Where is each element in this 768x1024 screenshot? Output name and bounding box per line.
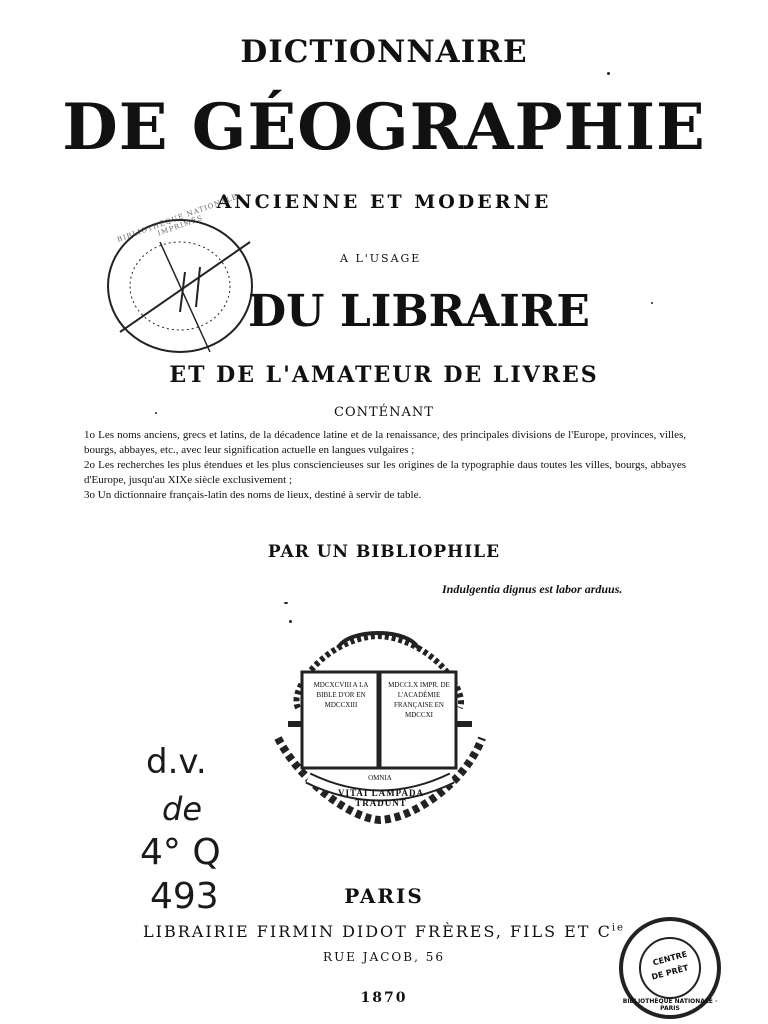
handwritten-line-2: de [162, 790, 202, 828]
emblem-banner: OMNIA [368, 774, 392, 782]
contents-list [84, 428, 686, 503]
imprint-publisher: LIBRAIRIE FIRMIN DIDOT FRÈRES, FILS ET $C^{ie}$ [143, 922, 625, 941]
title-du-libraire: DU LIBRAIRE [248, 286, 590, 337]
national-library-stamp-center-2: DE PRÊT [650, 963, 690, 982]
contents-item-2: 2o Les recherches les plus étendues et les plus consciencieuses sur les origines de la typographie daus toutes les villes, bourgs, abbayes d'Europe, jusqu'au XIXe siècle exclusivement ; [84, 459, 687, 486]
library-stamp-text: BIBLIOTHÈQUE NATIONALE IMPRIMÉS [116, 192, 240, 244]
motto: Indulgentia dignus est labor arduus. [442, 582, 623, 596]
emblem-left-page: MDCXCVIII A LA BIBLE D'OR EN MDCCXIII [313, 681, 369, 709]
ink-speck [607, 72, 610, 75]
handwritten-line-3: 4° Q [140, 832, 221, 873]
national-library-stamp-ring: BIBLIOTHÈQUE NATIONALE · PARIS [622, 998, 718, 1012]
imprint-city: PARIS [344, 884, 424, 908]
emblem-right-page: MDCCLX IMPR. DE L'ACADÉMIE FRANÇAISE EN MDCCXI [388, 681, 450, 719]
title-de-geographie: DE GÉOGRAPHIE [62, 90, 706, 165]
contents-heading: CONTÉNANT [334, 405, 434, 420]
handwritten-line-1: d.v. [146, 742, 207, 782]
ink-speck [289, 620, 292, 623]
handwritten-line-4: 493 [150, 876, 219, 917]
title-dictionnaire: DICTIONNAIRE [240, 34, 528, 70]
contents-item-3: 3o Un dictionnaire français-latin des noms de lieux, destiné à servir de table. [84, 489, 422, 501]
contents-item-1: 1o Les noms anciens, grecs et latins, de la décadence latine et de la renaissance, des principales divisions de l'Europe, provinces, villes, bourgs, abbayes, etc., avec leur signification actuelle en langues vulgaires ; [84, 429, 686, 456]
ink-speck [155, 412, 157, 414]
subtitle-amateur-de-livres: ET DE L'AMATEUR DE LIVRES [169, 362, 599, 388]
national-library-stamp-center-1: CENTRE [651, 949, 689, 968]
imprint-year: 1870 [360, 990, 408, 1006]
author-line: PAR UN BIBLIOPHILE [267, 542, 501, 562]
subtitle-a-lusage: A L'USAGE [340, 252, 422, 265]
ink-speck [284, 602, 288, 604]
emblem-ribbon: VITAI LAMPADA TRADUNT [338, 788, 424, 808]
imprint-address: RUE JACOB, 56 [323, 950, 445, 964]
ink-speck [651, 302, 653, 304]
subtitle-ancienne-moderne: ANCIENNE ET MODERNE [216, 191, 552, 213]
